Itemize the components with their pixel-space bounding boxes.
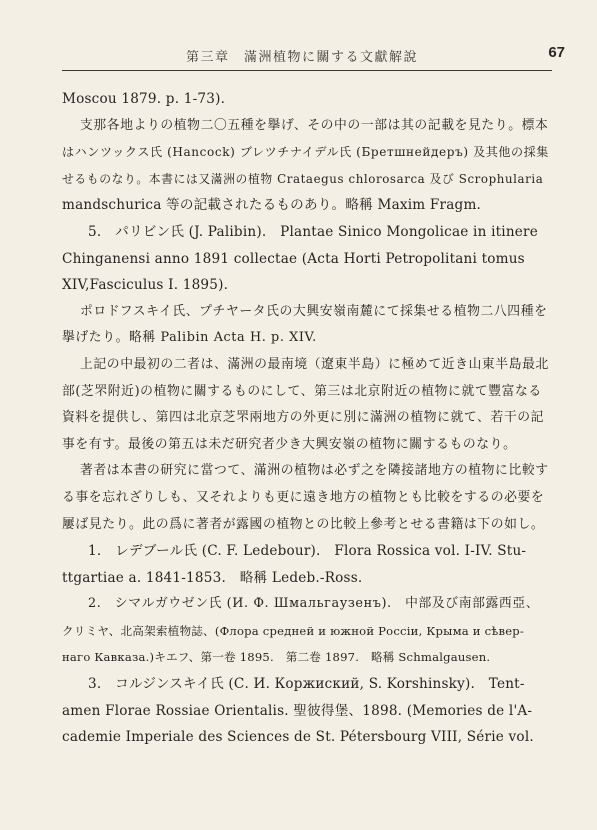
page-header [0,44,597,68]
text-line: 屢ば見たり。此の爲に著者が露國の植物との比較上參考とせる書籍は下の如し。 [62,516,545,532]
text-line: 支那各地よりの植物二〇五種を擧げ、その中の一部は其の記載を見たり。標本 [80,117,549,133]
text-line: 著者は本書の研究に當つて、滿洲の植物は必ず之を隣接諸地方の植物に比較す [80,463,549,479]
text-line: ポロドフスキイ氏、プチヤータ氏の大興安嶺南麓にて採集せる植物二八四種を [80,303,548,319]
text-line: 部(芝罘附近)の植物に關するものにして、第三は北京附近の植物に就て豐富なる [62,383,542,399]
text-line: 3. コルジンスキイ氏 (С. И. Коржиский, S. Korshinsky). Tent- [88,676,525,693]
text-line: 5. パリビン氏 (J. Palibin). Plantae Sinico Mongolicae in itinere [88,223,538,240]
text-line: amen Florae Rossiae Orientalis. 聖彼得堡、1898. (Memories de l'A- [62,702,533,719]
text-line: 事を有す。最後の第五は未だ研究者少き大興安嶺の植物に關するものなり。 [62,436,517,452]
text-line: はハンツックス氏 (Hancock) ブレツチナイデル氏 (Бретшнейдеръ) 及其他の採集 [62,145,549,160]
text-line: 1. レデブール氏 (C. F. Ledebour). Flora Rossica vol. I-IV. Stu- [88,543,527,560]
text-line: наго Кавказа.)キエフ、第一卷 1895. 第二卷 1897. 略稱 Schmalgausen. [62,650,491,665]
text-line: Chinganensi anno 1891 collectae (Acta Horti Petropolitani tomus [62,250,525,267]
text-line: 擧げたり。略稱 Palibin Acta H. p. XIV. [62,330,317,346]
text-line: XIV,Fasciculus I. 1895). [62,277,229,294]
page-body [62,86,550,751]
text-line: Moscou 1879. p. 1-73). [62,91,226,107]
text-line: 資料を提供し、第四は北京芝罘兩地方の外更に別に滿洲の植物に就て、若干の記 [62,410,545,426]
text-line: cademie Imperiale des Sciences de St. Pétersbourg VIII, Série vol. [62,729,534,746]
page-number: 67 [548,44,565,61]
text-line: 上記の中最初の二者は、滿洲の最南境（遼東半島）に極めて近き山東半島最北 [80,356,549,372]
text-line: 2. シマルガウゼン氏 (И. Ф. Шмальгаузенъ). 中部及び南部露西亞、 [88,596,540,612]
running-head: 第三章 滿洲植物に關する文獻解說 [186,50,419,65]
text-line: ttgartiae a. 1841-1853. 略稱 Ledeb.-Ross. [62,569,363,586]
text-line: せるものなり。本書には又滿洲の植物 Crataegus chlorosarca 及び Scrophularia [62,171,544,186]
header-rule [62,70,552,71]
text-line: クリミヤ、北高架索植物誌、(Флора средней и южной Россіи, Крыма и сѣвер- [62,623,525,638]
text-line: る事を忘れざりしも、又それよりも更に遠き地方の植物とも比較をするの必要を [62,489,545,505]
text-line: mandschurica 等の記載されたるものあり。略稱 Maxim Fragm. [62,197,482,214]
